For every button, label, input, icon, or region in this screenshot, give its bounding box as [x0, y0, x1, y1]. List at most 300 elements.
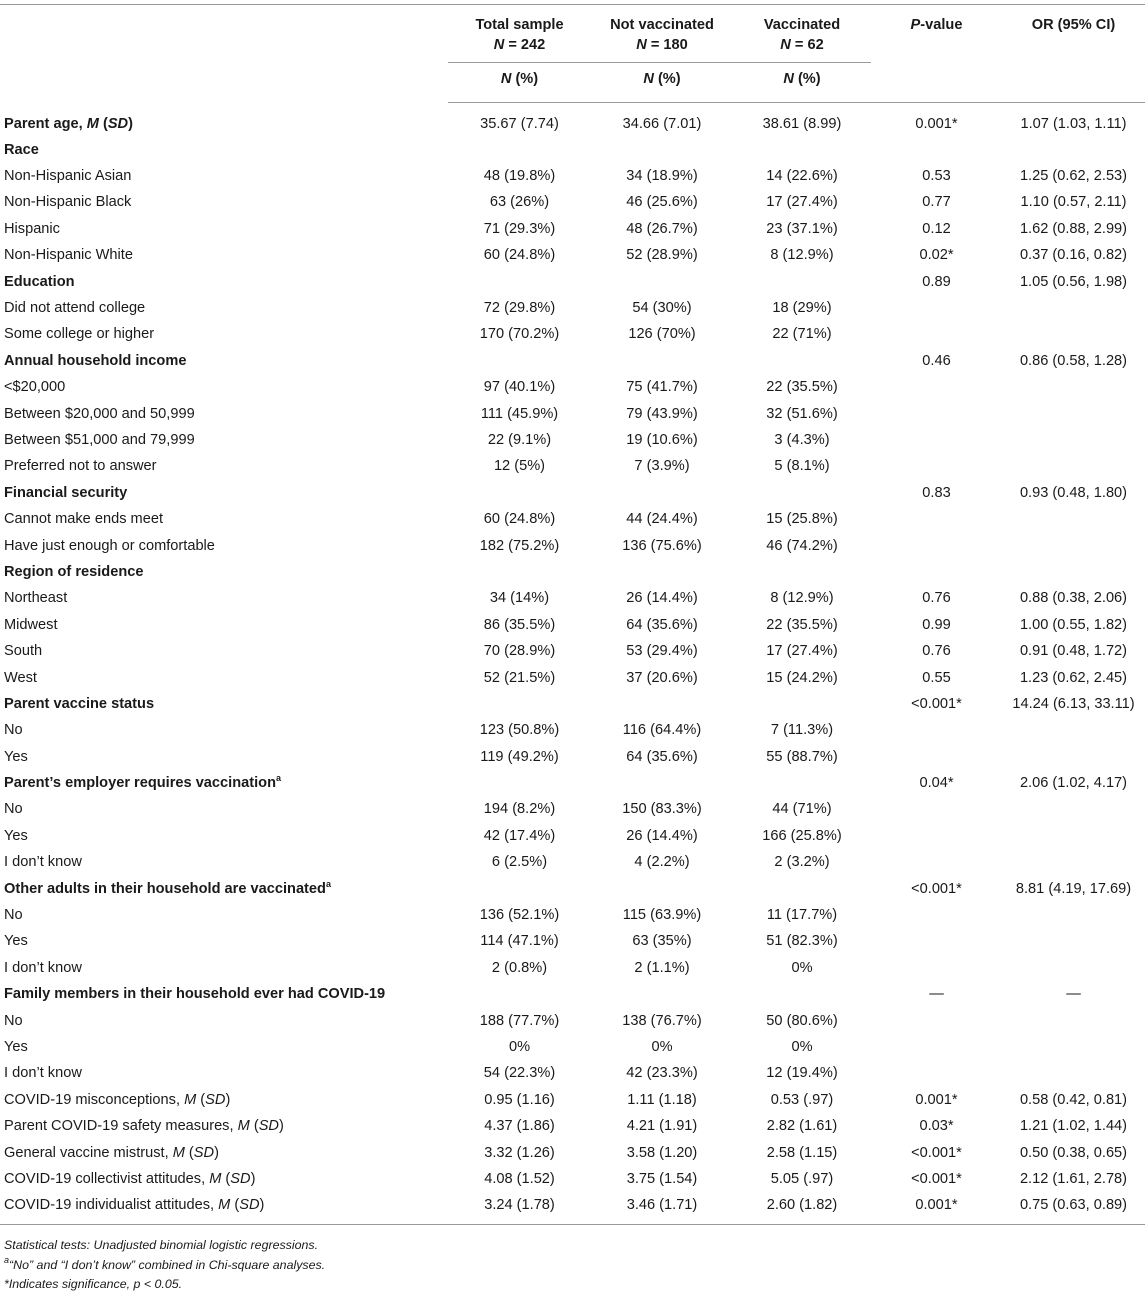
not-vaccinated-cell: 115 (63.9%) [622, 907, 702, 924]
total-cell: 54 (22.3%) [483, 1065, 556, 1082]
header-v-title: Vaccinated [763, 17, 841, 33]
vaccinated-cell: 22 (35.5%) [766, 616, 838, 633]
vaccinated-cell [733, 480, 871, 506]
pvalue-cell: 0.001* [915, 1091, 958, 1108]
table-body [0, 103, 1145, 1225]
row-label-cell [0, 427, 448, 453]
total-cell [448, 875, 591, 901]
row-label-cell [0, 796, 448, 822]
or-cell [1002, 743, 1145, 769]
row-label-cell [0, 559, 448, 585]
row-label: Between $51,000 and 79,999 [4, 431, 195, 448]
table-row [0, 796, 1145, 822]
table-row [0, 189, 1145, 215]
row-label: COVID-19 misconceptions, M (SD) [4, 1091, 231, 1108]
pvalue-cell: <0.001* [911, 1144, 962, 1161]
pvalue-cell: <0.001* [911, 695, 962, 712]
table-row [0, 1034, 1145, 1060]
not-vaccinated-cell: 26 (14.4%) [626, 590, 698, 607]
header-nv-title: Not vaccinated [610, 17, 714, 33]
header-pvalue [871, 5, 1002, 103]
vaccinated-cell: 3 (4.3%) [774, 431, 830, 448]
or-cell [1002, 427, 1145, 453]
not-vaccinated-cell: 63 (35%) [632, 933, 692, 950]
total-cell: 48 (19.8%) [483, 168, 556, 185]
row-label-cell [0, 612, 448, 638]
pvalue-cell: 0.77 [922, 194, 951, 211]
total-cell: 72 (29.8%) [483, 300, 556, 317]
not-vaccinated-cell: 34.66 (7.01) [622, 115, 702, 132]
row-label-cell [0, 955, 448, 981]
vaccinated-cell: 17 (27.4%) [766, 643, 838, 660]
vaccinated-cell: 44 (71%) [772, 801, 832, 818]
pvalue-cell: 0.12 [922, 220, 951, 237]
total-cell: 34 (14%) [489, 590, 550, 607]
pvalue-cell [871, 453, 1002, 479]
row-label: Education [4, 273, 75, 290]
table-row [0, 400, 1145, 426]
pvalue-cell: 0.55 [922, 669, 951, 686]
total-cell: 71 (29.3%) [483, 220, 556, 237]
pvalue-cell: 0.76 [922, 643, 951, 660]
table-row [0, 216, 1145, 242]
or-cell: 1.23 (0.62, 2.45) [1019, 669, 1128, 686]
total-cell: 114 (47.1%) [480, 933, 559, 950]
row-label: Yes [4, 1038, 28, 1055]
pvalue-cell: 0.001* [871, 1192, 1002, 1224]
or-cell: 0.75 (0.63, 0.89) [1002, 1192, 1145, 1224]
pvalue-cell: 0.04* [919, 775, 954, 792]
total-cell: 60 (24.8%) [483, 511, 556, 528]
row-label-cell [0, 1139, 448, 1165]
table-row-category [0, 348, 1145, 374]
row-label: Did not attend college [4, 300, 146, 317]
pvalue-cell [871, 532, 1002, 558]
total-cell: 3.24 (1.78) [448, 1192, 591, 1224]
vaccinated-cell: 2.82 (1.61) [766, 1118, 838, 1135]
not-vaccinated-cell: 79 (43.9%) [626, 405, 698, 422]
vaccinated-cell: 8 (12.9%) [770, 247, 834, 264]
or-cell: 1.05 (0.56, 1.98) [1019, 273, 1128, 290]
total-cell [448, 770, 591, 796]
table-row-category [0, 691, 1145, 717]
table-row-category [0, 137, 1145, 163]
table-row [0, 955, 1145, 981]
row-label: Parent vaccine status [4, 695, 155, 712]
total-cell: 6 (2.5%) [491, 854, 548, 871]
header-nv-sub: N (%) [591, 63, 733, 103]
table-row [0, 612, 1145, 638]
total-cell: 12 (5%) [493, 458, 546, 475]
total-cell [448, 480, 591, 506]
pvalue-cell [871, 902, 1002, 928]
row-label-cell [0, 1113, 448, 1139]
vaccinated-cell: 32 (51.6%) [766, 405, 838, 422]
or-cell: 2.06 (1.02, 4.17) [1019, 775, 1128, 792]
pvalue-cell [871, 506, 1002, 532]
vaccinated-cell: 55 (88.7%) [766, 748, 838, 765]
table-row [0, 1087, 1145, 1113]
vaccinated-cell: 0% [791, 959, 813, 976]
row-label-cell [0, 664, 448, 690]
not-vaccinated-cell: 136 (75.6%) [622, 537, 702, 554]
or-cell: 0.91 (0.48, 1.72) [1019, 643, 1128, 660]
pvalue-cell [871, 137, 1002, 163]
pvalue-cell: <0.001* [911, 1170, 962, 1187]
not-vaccinated-cell: 64 (35.6%) [626, 748, 698, 765]
row-label-cell [0, 453, 448, 479]
or-cell: 1.07 (1.03, 1.11) [1020, 115, 1127, 132]
row-label-cell [0, 1060, 448, 1086]
header-nv-n: N = 180 [636, 37, 688, 53]
row-label-cell [0, 849, 448, 875]
vaccinated-cell: 2 (3.2%) [774, 854, 830, 871]
table-row [0, 902, 1145, 928]
table-row [0, 585, 1145, 611]
pvalue-cell: — [929, 986, 944, 1003]
table-row [0, 823, 1145, 849]
table-row-category [0, 875, 1145, 901]
not-vaccinated-cell [591, 559, 733, 585]
row-label-cell [0, 532, 448, 558]
row-label-cell [0, 875, 448, 901]
total-cell [448, 268, 591, 294]
total-cell: 170 (70.2%) [479, 326, 560, 343]
pvalue-cell: <0.001* [911, 880, 962, 897]
or-cell: 0.37 (0.16, 0.82) [1019, 247, 1128, 264]
or-cell [1002, 823, 1145, 849]
pvalue-cell [871, 796, 1002, 822]
row-label: Parent’s employer requires vaccination [4, 775, 276, 792]
pvalue-cell: 0.89 [922, 273, 951, 290]
vaccinated-cell [733, 981, 871, 1007]
pvalue-cell: 0.76 [922, 590, 951, 607]
vaccinated-cell: 12 (19.4%) [766, 1065, 838, 1082]
or-cell: 0.50 (0.38, 0.65) [1019, 1144, 1128, 1161]
table-row [0, 849, 1145, 875]
vaccinated-cell: 51 (82.3%) [766, 933, 838, 950]
table-row-category [0, 268, 1145, 294]
total-cell: 63 (26%) [489, 194, 550, 211]
row-label-cell [0, 163, 448, 189]
footnote-significance: *Indicates significance, p < 0.05. [4, 1277, 183, 1291]
not-vaccinated-cell [591, 480, 733, 506]
total-cell: 35.67 (7.74) [480, 115, 559, 132]
row-label: South [4, 643, 43, 660]
total-cell: 70 (28.9%) [483, 643, 556, 660]
row-label-cell [0, 216, 448, 242]
or-cell [1002, 928, 1145, 954]
header-pvalue-label: P-value [910, 17, 963, 33]
row-label: Yes [4, 748, 28, 765]
vaccinated-cell: 5.05 (.97) [770, 1170, 834, 1187]
table-row [0, 163, 1145, 189]
row-label: COVID-19 collectivist attitudes, M (SD) [4, 1170, 256, 1187]
or-cell: 1.00 (0.55, 1.82) [1019, 616, 1128, 633]
pvalue-cell [871, 743, 1002, 769]
row-label: COVID-19 individualist attitudes, M (SD) [4, 1196, 265, 1213]
or-cell [1002, 295, 1145, 321]
or-cell [1002, 1060, 1145, 1086]
vaccinated-cell: 50 (80.6%) [766, 1012, 838, 1029]
or-cell [1002, 532, 1145, 558]
pvalue-cell: 0.99 [922, 616, 951, 633]
row-label-cell [0, 103, 448, 137]
not-vaccinated-cell: 7 (3.9%) [634, 458, 690, 475]
vaccinated-cell [733, 770, 871, 796]
pvalue-cell [871, 559, 1002, 585]
row-label-cell [0, 981, 448, 1007]
or-cell [1002, 902, 1145, 928]
total-cell: 0% [508, 1038, 531, 1055]
or-cell [1002, 321, 1145, 347]
or-cell [1002, 849, 1145, 875]
pvalue-cell: 0.53 [922, 168, 951, 185]
row-label: Non-Hispanic Asian [4, 168, 132, 185]
not-vaccinated-cell: 64 (35.6%) [626, 616, 698, 633]
row-label: No [4, 722, 23, 739]
total-cell [448, 981, 591, 1007]
not-vaccinated-cell: 126 (70%) [628, 326, 696, 343]
total-cell: 123 (50.8%) [479, 722, 560, 739]
total-cell [448, 559, 591, 585]
footnote-marker: a [325, 878, 331, 889]
vaccinated-cell: 22 (71%) [772, 326, 832, 343]
not-vaccinated-cell: 44 (24.4%) [626, 511, 698, 528]
row-label-cell [0, 902, 448, 928]
row-label-cell [0, 823, 448, 849]
row-label: Non-Hispanic White [4, 247, 133, 264]
row-label: West [4, 669, 37, 686]
vaccinated-cell: 22 (35.5%) [766, 379, 838, 396]
row-label: <$20,000 [4, 379, 66, 396]
table-row [0, 1166, 1145, 1192]
pvalue-cell: 0.83 [922, 484, 951, 501]
row-label: I don’t know [4, 959, 82, 976]
row-label: Yes [4, 827, 28, 844]
or-cell: — [1066, 986, 1081, 1003]
total-cell: 4.37 (1.86) [484, 1118, 555, 1135]
or-cell: 1.62 (0.88, 2.99) [1019, 220, 1128, 237]
not-vaccinated-cell [591, 268, 733, 294]
vaccinated-cell [733, 875, 871, 901]
or-cell: 1.25 (0.62, 2.53) [1019, 168, 1128, 185]
row-label-cell [0, 1087, 448, 1113]
row-label: I don’t know [4, 1065, 82, 1082]
header-or-label: OR (95% CI) [1031, 17, 1116, 33]
row-label: Have just enough or comfortable [4, 537, 215, 554]
row-label: Cannot make ends meet [4, 511, 163, 528]
or-cell [1002, 559, 1145, 585]
row-label: Non-Hispanic Black [4, 194, 132, 211]
pvalue-cell [871, 717, 1002, 743]
not-vaccinated-cell: 2 (1.1%) [634, 959, 690, 976]
row-label: Annual household income [4, 352, 187, 369]
or-cell: 1.10 (0.57, 2.11) [1020, 194, 1127, 211]
vaccinated-cell [733, 559, 871, 585]
pvalue-cell [871, 928, 1002, 954]
row-label-cell [0, 321, 448, 347]
row-label: Other adults in their household are vaccinated [4, 880, 326, 897]
table-row [0, 1192, 1145, 1224]
row-label-cell [0, 268, 448, 294]
or-cell [1002, 1034, 1145, 1060]
pvalue-cell: 0.46 [922, 352, 951, 369]
not-vaccinated-cell [591, 348, 733, 374]
row-label-cell [0, 743, 448, 769]
total-cell: 194 (8.2%) [483, 801, 556, 818]
row-label: Between $20,000 and 50,999 [4, 405, 195, 422]
row-label-cell [0, 1166, 448, 1192]
row-label: Parent age, M (SD) [4, 115, 133, 132]
not-vaccinated-cell: 0% [651, 1038, 673, 1055]
not-vaccinated-cell: 53 (29.4%) [626, 643, 698, 660]
row-label: I don’t know [4, 854, 82, 871]
total-cell: 4.08 (1.52) [484, 1170, 555, 1187]
not-vaccinated-cell: 26 (14.4%) [626, 827, 698, 844]
row-label-cell [0, 638, 448, 664]
table-row [0, 664, 1145, 690]
or-cell: 14.24 (6.13, 33.11) [1012, 695, 1135, 712]
pvalue-cell [871, 849, 1002, 875]
table-row [0, 295, 1145, 321]
not-vaccinated-cell: 150 (83.3%) [622, 801, 702, 818]
row-label: Hispanic [4, 220, 60, 237]
vaccinated-cell: 2.58 (1.15) [766, 1144, 838, 1161]
not-vaccinated-cell: 3.75 (1.54) [626, 1170, 698, 1187]
row-label: Northeast [4, 590, 68, 607]
vaccinated-cell: 18 (29%) [772, 300, 832, 317]
not-vaccinated-cell: 138 (76.7%) [622, 1012, 702, 1029]
table-row [0, 717, 1145, 743]
or-cell: 0.86 (0.58, 1.28) [1019, 352, 1128, 369]
not-vaccinated-cell [591, 981, 733, 1007]
vaccinated-cell: 14 (22.6%) [766, 168, 838, 185]
row-label: Race [4, 141, 39, 158]
row-label-cell [0, 1192, 448, 1224]
total-cell: 0.95 (1.16) [484, 1091, 555, 1108]
total-cell: 119 (49.2%) [480, 748, 559, 765]
row-label-cell [0, 717, 448, 743]
or-cell: 0.93 (0.48, 1.80) [1019, 484, 1128, 501]
footnote-a-mark: a [4, 1254, 10, 1265]
header-v-sub: N (%) [733, 63, 871, 103]
footnote-a-text: “No” and “I don’t know” combined in Chi-square analyses. [9, 1257, 326, 1272]
total-cell: 2 (0.8%) [491, 959, 548, 976]
pvalue-cell [871, 295, 1002, 321]
total-cell: 182 (75.2%) [479, 537, 560, 554]
row-label-cell [0, 928, 448, 954]
or-cell: 0.58 (0.42, 0.81) [1019, 1091, 1128, 1108]
header-total-sub: N (%) [448, 63, 591, 103]
pvalue-cell: 0.03* [919, 1118, 954, 1135]
or-cell [1002, 717, 1145, 743]
header-vaccinated [733, 5, 871, 63]
row-label-cell [0, 506, 448, 532]
total-cell: 42 (17.4%) [483, 827, 556, 844]
total-cell: 97 (40.1%) [483, 379, 556, 396]
pvalue-cell [871, 1034, 1002, 1060]
vaccinated-cell: 5 (8.1%) [774, 458, 830, 475]
not-vaccinated-cell: 1.11 (1.18) [627, 1091, 697, 1108]
table-row [0, 1060, 1145, 1086]
row-label-cell [0, 189, 448, 215]
vaccinated-cell: 15 (25.8%) [766, 511, 838, 528]
row-label: Some college or higher [4, 326, 155, 343]
row-label-cell [0, 585, 448, 611]
pvalue-cell: 0.001* [915, 115, 958, 132]
not-vaccinated-cell: 46 (25.6%) [626, 194, 698, 211]
table-row-category [0, 480, 1145, 506]
pvalue-cell [871, 1060, 1002, 1086]
row-label-cell [0, 348, 448, 374]
or-cell [1002, 1007, 1145, 1033]
row-label: No [4, 801, 23, 818]
header-total-title: Total sample [475, 17, 564, 33]
table-footnotes [4, 1236, 325, 1295]
or-cell: 8.81 (4.19, 17.69) [1015, 880, 1132, 897]
not-vaccinated-cell: 34 (18.9%) [626, 168, 698, 185]
not-vaccinated-cell: 19 (10.6%) [626, 431, 698, 448]
vaccinated-cell: 0% [791, 1038, 813, 1055]
row-label-cell [0, 1034, 448, 1060]
table-row-category [0, 770, 1145, 796]
pvalue-cell [871, 374, 1002, 400]
row-label-cell [0, 242, 448, 268]
row-label: Financial security [4, 484, 128, 501]
header-v-n: N = 62 [780, 37, 824, 53]
table-row [0, 427, 1145, 453]
pvalue-cell [871, 1007, 1002, 1033]
table-row [0, 1113, 1145, 1139]
not-vaccinated-cell [591, 691, 733, 717]
table-row [0, 506, 1145, 532]
or-cell [1002, 506, 1145, 532]
row-label: No [4, 1012, 23, 1029]
table-row [0, 1007, 1145, 1033]
or-cell [1002, 137, 1145, 163]
not-vaccinated-cell [591, 875, 733, 901]
header-total-sample [448, 5, 591, 63]
total-cell [448, 137, 591, 163]
row-label-cell [0, 691, 448, 717]
header-blank [0, 5, 448, 103]
row-label-cell [0, 770, 448, 796]
vaccinated-cell: 17 (27.4%) [766, 194, 838, 211]
row-label-cell [0, 295, 448, 321]
not-vaccinated-cell [591, 770, 733, 796]
total-cell: 22 (9.1%) [487, 431, 552, 448]
row-label: Yes [4, 933, 28, 950]
vaccinated-cell: 7 (11.3%) [770, 722, 834, 739]
footnote-tests: Statistical tests: Unadjusted binomial logistic regressions. [4, 1238, 319, 1252]
not-vaccinated-cell: 75 (41.7%) [626, 379, 698, 396]
total-cell: 188 (77.7%) [479, 1012, 560, 1029]
row-label: Parent COVID-19 safety measures, M (SD) [4, 1118, 284, 1135]
vaccinated-cell [733, 268, 871, 294]
row-label-cell [0, 374, 448, 400]
total-cell: 136 (52.1%) [479, 907, 560, 924]
table-row [0, 453, 1145, 479]
row-label: Midwest [4, 616, 58, 633]
pvalue-cell [871, 955, 1002, 981]
pvalue-cell [871, 427, 1002, 453]
vaccinated-cell: 2.60 (1.82) [733, 1192, 871, 1224]
total-cell: 3.32 (1.26) [484, 1144, 555, 1161]
or-cell [1002, 400, 1145, 426]
table-row [0, 321, 1145, 347]
row-label-cell [0, 137, 448, 163]
